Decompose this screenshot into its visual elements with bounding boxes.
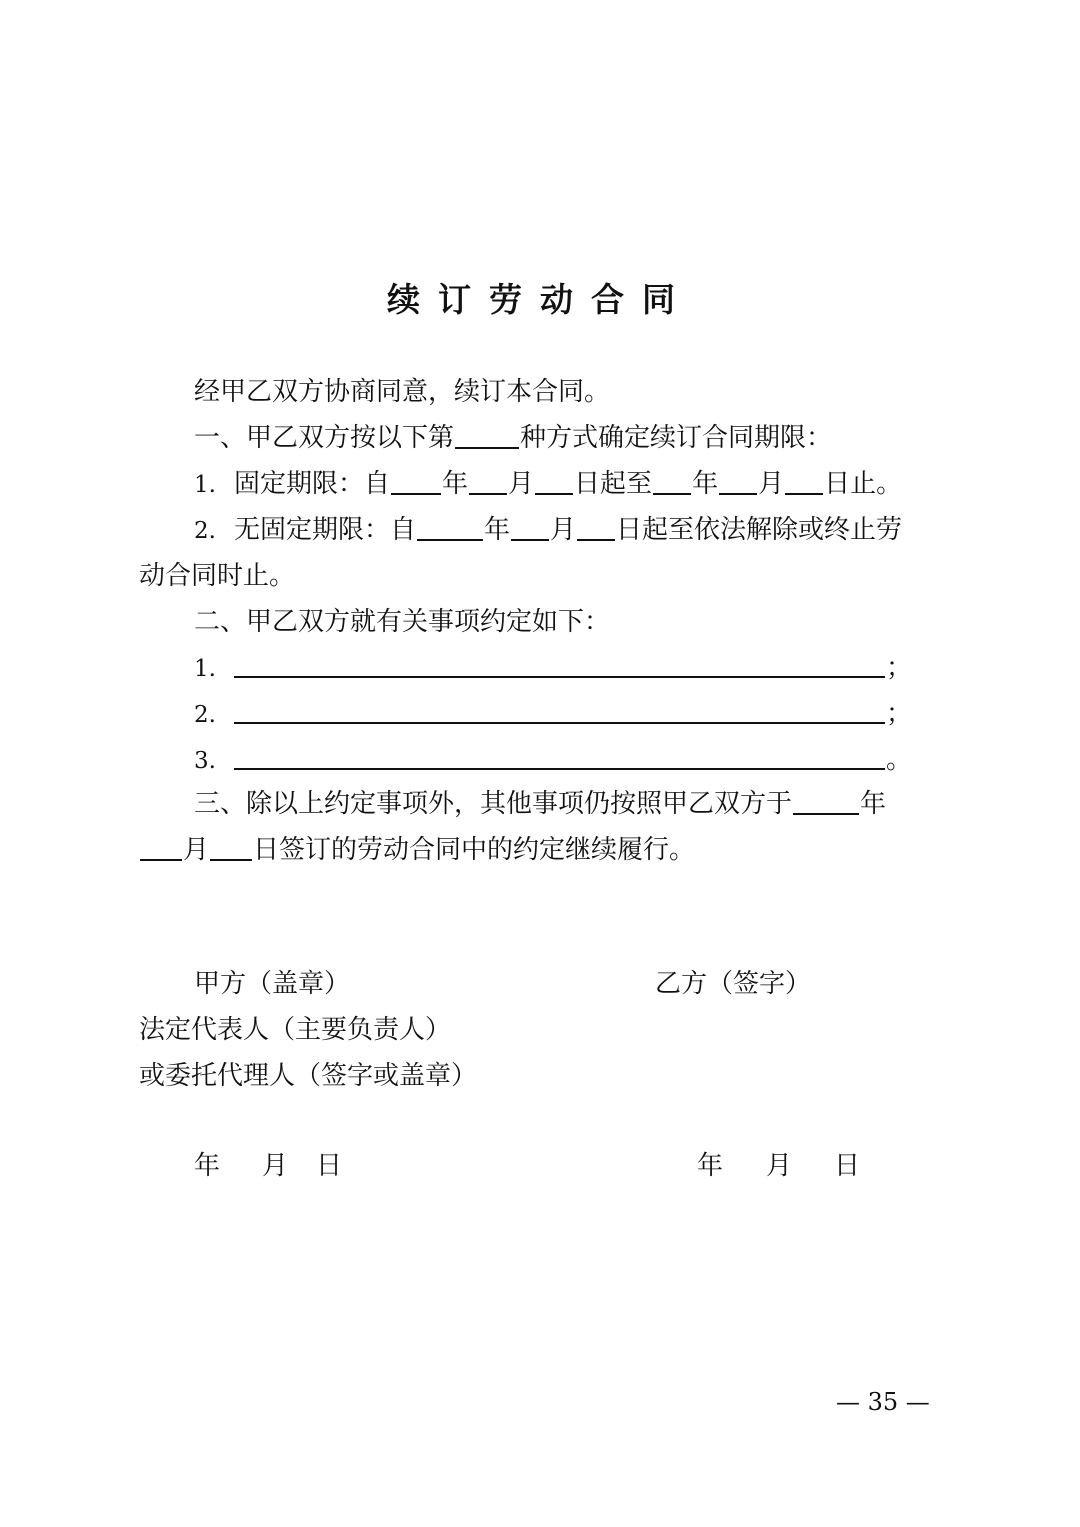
blank-end-month[interactable] [719,467,757,495]
blank-start-month[interactable] [469,467,507,495]
agreement-line-3[interactable] [234,768,885,770]
item-number: 1. [194,472,216,498]
agent-label: 或委托代理人（签字或盖章） [139,1061,478,1091]
party-a-date-month: 月 [262,1151,289,1181]
month-label: 月 [550,515,577,545]
party-b-label: 乙方（签字） [655,969,812,999]
section1-tail: 种方式确定续订合同期限： [520,423,833,453]
blank-open-start-year[interactable] [417,513,483,541]
agreement-end-2: ； [886,699,913,729]
item-number: 1. [194,656,216,682]
blank-start-day[interactable] [535,467,573,495]
agreement-item-1 [194,650,216,687]
section1-heading [194,420,832,456]
day-to-label: 日止。 [824,469,903,499]
legal-representative-label: 法定代表人（主要负责人） [139,1015,452,1045]
year-label: 年 [860,789,887,819]
year-label: 年 [484,515,511,545]
section1-item2 [194,512,902,549]
section1-item2-continued [139,558,295,594]
section1-item1 [194,466,902,503]
item-number: 2. [194,518,216,544]
section3-continued [139,832,695,868]
party-a-date-year: 年 [194,1151,221,1181]
section2-lead: 二、甲乙双方就有关事项约定如下： [194,607,611,637]
section2-heading [194,604,610,640]
section3-rest: 日签订的劳动合同中的约定继续履行。 [253,835,696,865]
agreement-end-3: 。 [886,745,913,775]
fixed-term-label: 固定期限：自 [234,469,391,499]
open-term-label: 无固定期限：自 [234,515,417,545]
year-label: 年 [692,469,719,499]
page-title: 续订劳动合同 [387,280,693,319]
day-from-label: 日起至 [574,469,653,499]
section3-lead: 三、除以上约定事项外，其他事项仍按照甲乙双方于 [194,789,793,819]
party-b-date-month: 月 [766,1151,793,1181]
party-b-date-day: 日 [834,1151,861,1181]
agreement-line-1[interactable] [234,676,885,678]
section1-lead: 一、甲乙双方按以下第 [194,423,455,453]
blank-open-start-day[interactable] [577,513,615,541]
open-term-rest: 日起至依法解除或终止劳 [616,515,903,545]
month-label: 月 [183,835,210,865]
party-b-date-year: 年 [697,1151,724,1181]
blank-original-year[interactable] [793,787,859,815]
blank-end-year[interactable] [653,467,691,495]
blank-open-start-month[interactable] [511,513,549,541]
month-label: 月 [508,469,535,499]
blank-method-number[interactable] [455,421,519,449]
agreement-item-3 [194,742,216,779]
party-a-label: 甲方（盖章） [194,969,351,999]
page-number: — 35 — [836,1388,930,1416]
month-label: 月 [758,469,785,499]
agreement-end-1: ； [886,653,913,683]
item-number: 3. [194,748,216,774]
blank-original-month[interactable] [140,833,182,861]
section3-heading [194,786,886,822]
open-term-continuation: 动合同时止。 [139,561,296,591]
blank-end-day[interactable] [785,467,823,495]
intro-paragraph [194,374,610,410]
year-label: 年 [442,469,469,499]
agreement-line-2[interactable] [234,722,885,724]
item-number: 2. [194,702,216,728]
blank-original-day[interactable] [210,833,252,861]
intro-text: 经甲乙双方协商同意，续订本合同。 [194,377,611,407]
blank-start-year[interactable] [391,467,441,495]
party-a-date-day: 日 [316,1151,343,1181]
agreement-item-2 [194,696,216,733]
